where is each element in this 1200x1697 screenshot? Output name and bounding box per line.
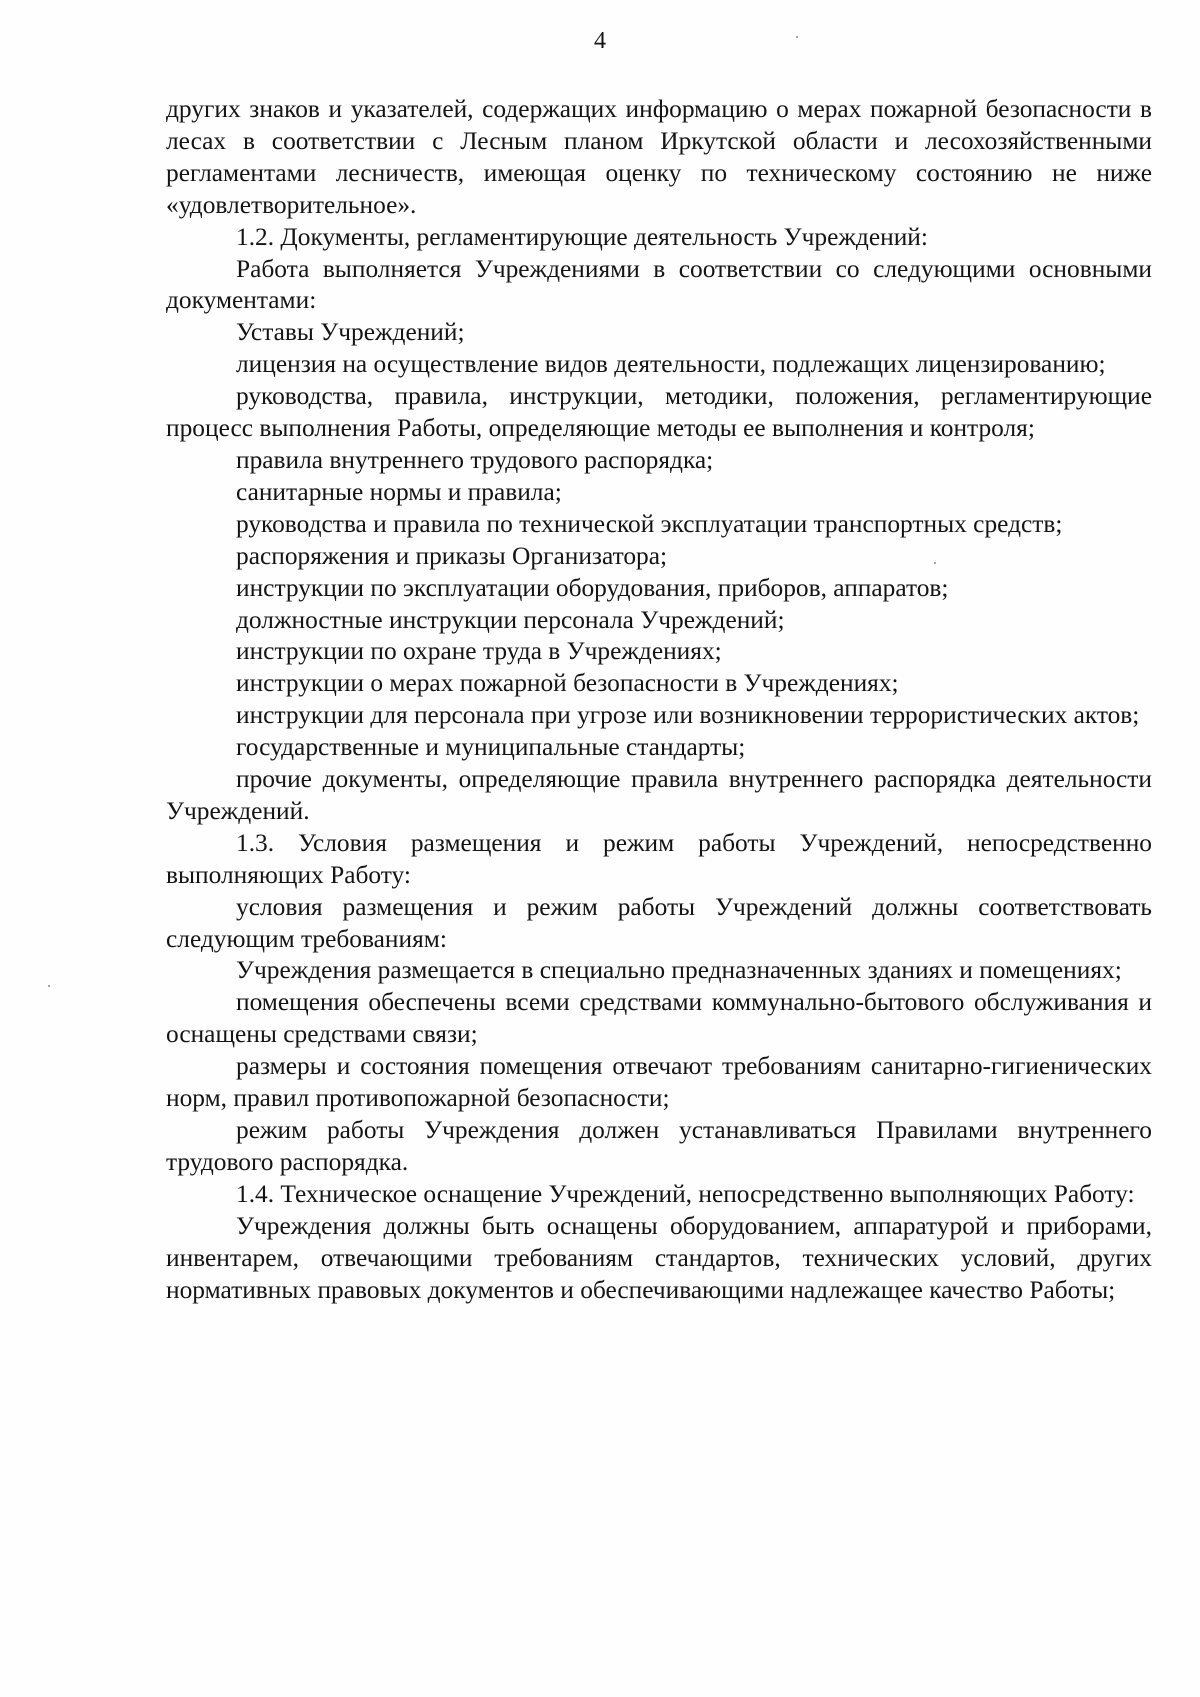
- paragraph: руководства и правила по технической эксплуатации транспортных средств;: [236, 509, 1063, 538]
- paragraph: других знаков и указателей, содержащих информацию о мерах пожарной безопасности в лесах в соответствии с Лесным планом Иркутской области и лесохозяйственными регламентами лесничеств, имеющая оценку по техническому состоянию не ниже «удовлетворительное».: [166, 95, 1152, 219]
- paragraph: 1.3. Условия размещения и режим работы Учреждений, непосредственно выполняющих Работу:: [166, 828, 1152, 889]
- scan-speck: [48, 985, 50, 987]
- paragraph: распоряжения и приказы Организатора;: [236, 541, 668, 570]
- scan-speck: [934, 562, 936, 564]
- page-number: 4: [594, 28, 606, 54]
- body-text: [166, 94, 1152, 1306]
- paragraph: размеры и состояния помещения отвечают требованиям санитарно-гигиенических норм, правил противопожарной безопасности;: [166, 1052, 1152, 1113]
- paragraph: инструкции для персонала при угрозе или возникновении террористических актов;: [236, 701, 1140, 730]
- paragraph: Работа выполняется Учреждениями в соответствии со следующими основными документами:: [166, 254, 1152, 315]
- paragraph: 1.2. Документы, регламентирующие деятельность Учреждений:: [236, 222, 928, 251]
- paragraph: руководства, правила, инструкции, методики, положения, регламентирующие процесс выполнения Работы, определяющие методы ее выполнения и контроля;: [166, 382, 1152, 443]
- scan-speck: [796, 36, 798, 38]
- paragraph: Учреждения должны быть оснащены оборудованием, аппаратурой и приборами, инвентарем, отвечающими требованиям стандартов, технических условий, других нормативных правовых документов и обеспечивающими надлежащее качество Работы;: [166, 1211, 1152, 1304]
- paragraph: 1.4. Техническое оснащение Учреждений, непосредственно выполняющих Работу:: [236, 1179, 1135, 1208]
- paragraph: государственные и муниципальные стандарты;: [236, 733, 746, 762]
- paragraph: инструкции по охране труда в Учреждениях;: [236, 637, 722, 666]
- paragraph: инструкции по эксплуатации оборудования, приборов, аппаратов;: [236, 573, 949, 602]
- paragraph: прочие документы, определяющие правила внутреннего распорядка деятельности Учреждений.: [166, 765, 1152, 825]
- paragraph: лицензия на осуществление видов деятельности, подлежащих лицензированию;: [236, 350, 1106, 379]
- paragraph: правила внутреннего трудового распорядка;: [236, 445, 714, 474]
- paragraph: Уставы Учреждений;: [236, 318, 465, 347]
- paragraph: Учреждения размещается в специально предназначенных зданиях и помещениях;: [236, 956, 1122, 985]
- paragraph: санитарные нормы и правила;: [236, 477, 562, 506]
- paragraph: инструкции о мерах пожарной безопасности в Учреждениях;: [236, 669, 899, 698]
- paragraph: помещения обеспечены всеми средствами коммунально-бытового обслуживания и оснащены средствами связи;: [166, 988, 1152, 1049]
- paragraph: должностные инструкции персонала Учреждений;: [236, 605, 785, 634]
- paragraph: режим работы Учреждения должен устанавливаться Правилами внутреннего трудового распорядка.: [166, 1116, 1152, 1176]
- paragraph: условия размещения и режим работы Учреждений должны соответствовать следующим требованиям:: [166, 892, 1152, 953]
